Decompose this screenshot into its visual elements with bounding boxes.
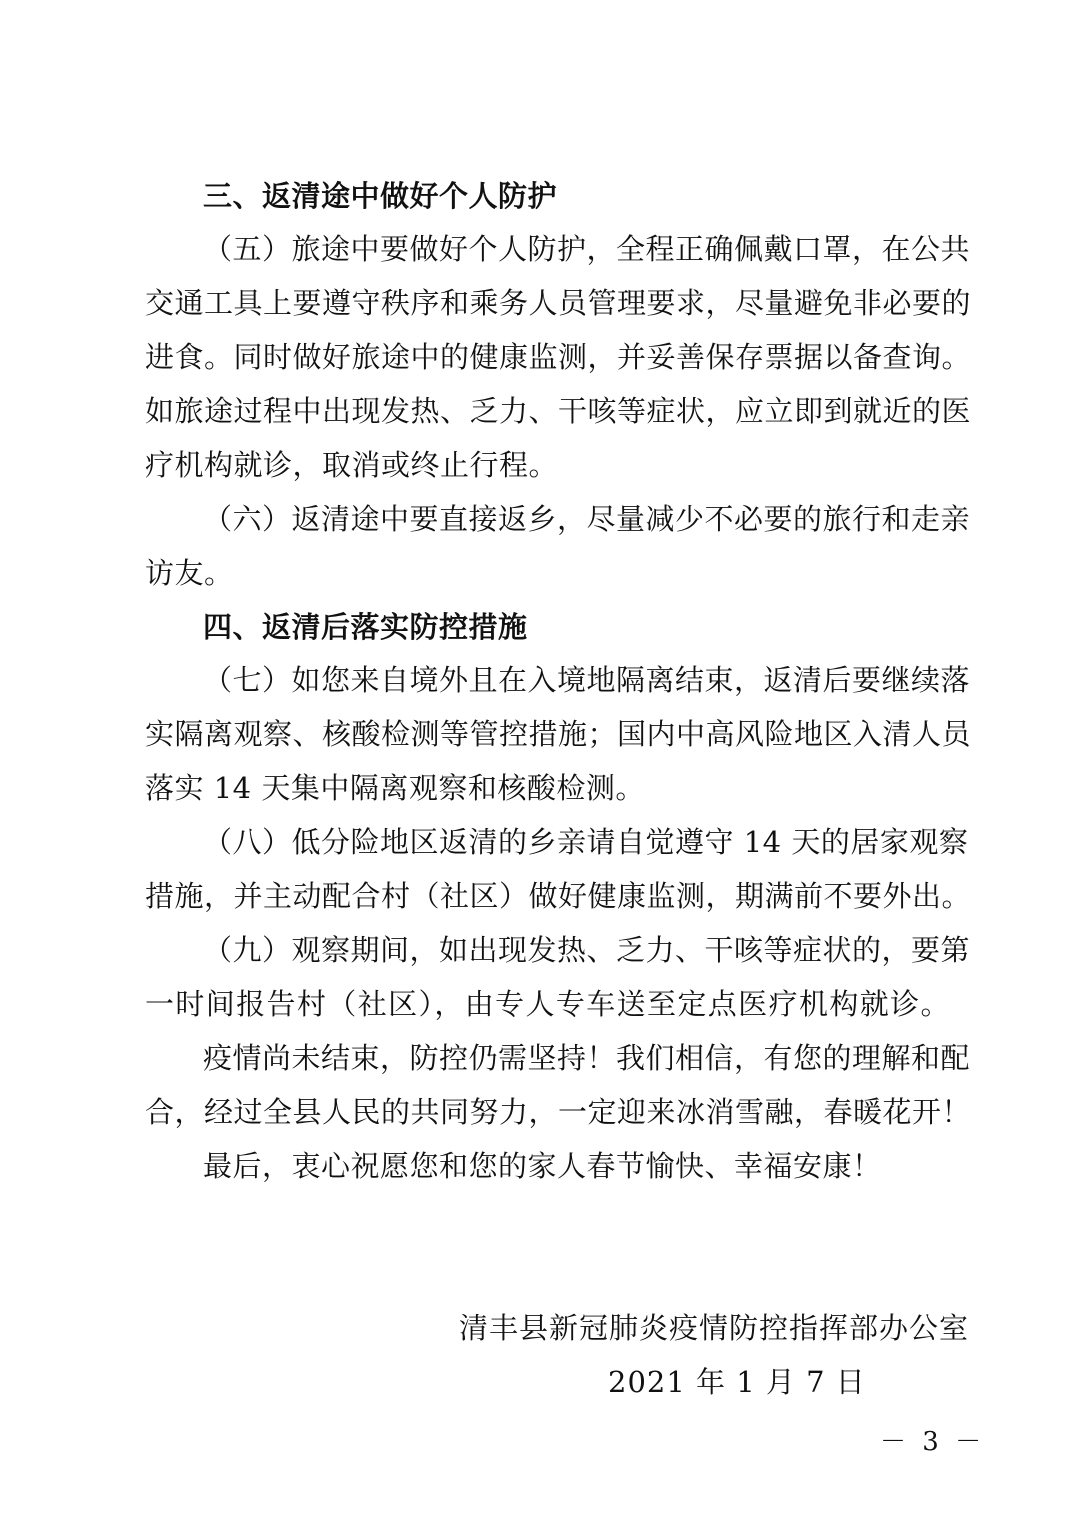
section-heading-3: 三、返清途中做好个人防护 [203, 179, 558, 213]
paragraph-6-line-2: 访友。 [145, 556, 234, 590]
paragraph-8-line-1: （八）低分险地区返清的乡亲请自觉遵守 14 天的居家观察 [203, 825, 969, 859]
paragraph-9-line-2: 一时间报告村（社区），由专人专车送至定点医疗机构就诊。 [145, 987, 950, 1021]
paragraph-5-line-1: （五）旅途中要做好个人防护，全程正确佩戴口罩，在公共 [203, 232, 971, 266]
wishes-line: 最后，衷心祝愿您和您的家人春节愉快、幸福安康！ [203, 1149, 882, 1183]
paragraph-5-line-2: 交通工具上要遵守秩序和乘务人员管理要求，尽量避免非必要的 [145, 286, 972, 320]
paragraph-5-line-4: 如旅途过程中出现发热、乏力、干咳等症状，应立即到就近的医 [145, 394, 972, 428]
paragraph-7-line-3: 落实 14 天集中隔离观察和核酸检测。 [145, 771, 645, 805]
closing-line-1: 疫情尚未结束，防控仍需坚持！我们相信，有您的理解和配 [203, 1041, 971, 1075]
closing-line-2: 合，经过全县人民的共同努力，一定迎来冰消雪融，春暖花开！ [145, 1095, 972, 1129]
paragraph-7-line-2: 实隔离观察、核酸检测等管控措施；国内中高风险地区入清人员 [145, 717, 972, 751]
section-heading-4: 四、返清后落实防控措施 [203, 610, 528, 644]
signature-organization: 清丰县新冠肺炎疫情防控指挥部办公室 [459, 1311, 970, 1345]
signature-date: 2021 年 1 月 7 日 [608, 1365, 866, 1399]
paragraph-5-line-3: 进食。同时做好旅途中的健康监测，并妥善保存票据以备查询。 [145, 340, 972, 374]
paragraph-9-line-1: （九）观察期间，如出现发热、乏力、干咳等症状的，要第 [203, 933, 971, 967]
paragraph-5-line-5: 疗机构就诊，取消或终止行程。 [145, 448, 559, 482]
page-number: － 3 － [880, 1427, 986, 1457]
paragraph-8-line-2: 措施，并主动配合村（社区）做好健康监测，期满前不要外出。 [145, 879, 972, 913]
paragraph-7-line-1: （七）如您来自境外且在入境地隔离结束，返清后要继续落 [203, 663, 971, 697]
paragraph-6-line-1: （六）返清途中要直接返乡，尽量减少不必要的旅行和走亲 [203, 502, 971, 536]
